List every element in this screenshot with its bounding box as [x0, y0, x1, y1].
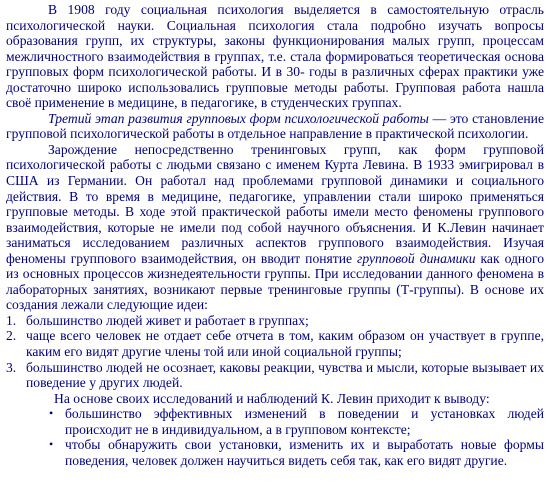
list-item-text: большинство людей не осознает, каковы реакции, чувства и мысли, которые вызывает их поведение у других людей. — [26, 359, 544, 391]
paragraph-third-stage — [6, 111, 544, 142]
bullet-icon: • — [49, 406, 54, 421]
list-item — [6, 328, 544, 360]
t-groups-text-end: как одного из основных процессов жизнедеятельности группы. При исследовании данного феномена в лабораторных занятиях, возникают первые тренинговые группы (Т-группы). В основе их создания лежали следующие идеи: — [6, 250, 544, 313]
ideas-numbered-list — [6, 313, 544, 391]
paragraph-t-groups — [6, 142, 544, 313]
list-item-number: 3. — [6, 359, 17, 375]
list-item-text: большинство людей живет и работает в группах; — [26, 312, 309, 328]
list-item-number: 2. — [6, 328, 17, 344]
bullet-item-text: большинство эффективных изменений в поведении и установках людей происходит не в индивидуальном, а в групповом контексте; — [65, 406, 544, 437]
conclusions-bullet-list — [6, 406, 544, 468]
bullet-item — [49, 437, 544, 468]
list-item-number: 1. — [6, 312, 17, 328]
paragraph-conclusion: На основе своих исследований и наблюдений К. Левин приходит к выводу: — [54, 390, 490, 406]
bullet-item-text: чтобы обнаружить свои установки, изменить их и выработать новые формы поведения, человек должен научиться видеть себя так, как его видят другие. — [65, 437, 544, 468]
list-item — [6, 359, 544, 391]
third-stage-text: — это становление групповой психологической работы в отдельное направление в практической психологии. — [6, 110, 544, 142]
third-stage-emphasis: Третий этап развития групповых форм психологической работы — [48, 110, 429, 126]
t-groups-text-start: Зарождение непосредственно тренинговых групп, как форм групповой психологической работы с людьми связано с именем Курта Левина. В 1933 эмигрировал в США из Германии. Он работал над проблемами групповой динамики и социального действия. В то время в медицине, педагогике, управлении стали широко применяться групповые методы. В ходе этой практической работы имели место феномены группового взаимодействия, которые не имели под собой научного объяснения. И К.Левин начинает заниматься исследованием различных аспектов группового взаимодействия. Изучая феномены группового взаимодействия, он вводит понятие — [6, 141, 544, 266]
list-item — [6, 312, 544, 329]
bullet-item — [49, 406, 544, 437]
paragraph-intro: В 1908 году социальная психология выделяется в самостоятельную отрасль психологической науки. Социальная психология стала подробно изучать вопросы образования групп, их структуры, законы функционирования малых групп, процессам межличностного взаимодействия в группах, т.е. стала формироваться теоретическая основа групповых форм психологической работы. И в 30- годы в различных сферах практики уже достаточно широко использовались групповые методы работы. Групповая работа нашла своё применение в медицине, в педагогике, в студенческих группах. — [6, 2, 544, 111]
bullet-icon: • — [49, 437, 54, 452]
group-dynamics-emphasis: групповой динамики — [357, 250, 476, 266]
list-item-text: чаще всего человек не отдает себе отчета в том, каким образом он участвует в группе, каким его видят другие члены той или иной социальной группы; — [26, 328, 544, 360]
